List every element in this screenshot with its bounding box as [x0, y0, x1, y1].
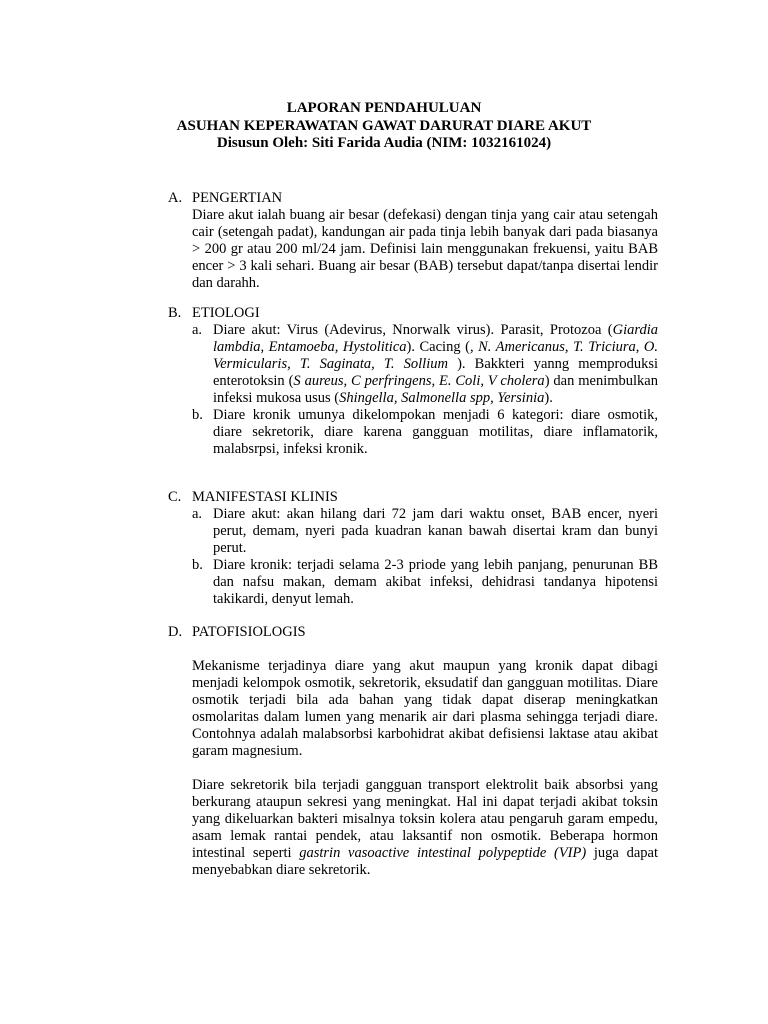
paragraph-italic-text: gastrin vasoactive intestinal polypeptide (VIP): [299, 845, 587, 861]
section-heading: [168, 624, 658, 641]
list-marker: a.: [192, 506, 203, 522]
section-letter: A.: [168, 190, 183, 206]
section-title: PENGERTIAN: [192, 190, 283, 206]
list-marker: a.: [192, 322, 203, 338]
list-marker: b.: [192, 407, 203, 423]
section-pengertian: [168, 190, 658, 292]
section-letter: D.: [168, 624, 183, 640]
report-title: LAPORAN PENDAHULUAN: [286, 100, 482, 116]
section-heading: [168, 190, 658, 207]
item-italic-text: Shingella, Salmonella spp, Yersinia: [339, 390, 545, 406]
report-subtitle: ASUHAN KEPERAWATAN GAWAT DARURAT DIARE AKUT: [176, 117, 592, 134]
item-text: Diare kronik: terjadi selama 2-3 priode yang lebih panjang, penurunan BB dan nafsu makan, demam akibat infeksi, dehidrasi tandanya hipotensi takikardi, denyut lemah.: [213, 557, 658, 607]
section-patofisiologis: [168, 624, 658, 879]
item-text: Diare kronik umunya dikelompokan menjadi 6 kategori: diare osmotik, diare sekretorik, diare karena gangguan motilitas, diare inflamatorik, malabsrpsi, infeksi kronik.: [213, 407, 658, 457]
document-header: [0, 100, 768, 153]
item-text: ). Bakkteri yanng memproduksi enterotoksin (: [213, 356, 659, 389]
section-title: MANIFESTASI KLINIS: [192, 489, 338, 505]
list-item: [192, 322, 658, 407]
item-italic-text: , N. Americanus, T. Triciura, O. Vermicularis, T. Saginata, T. Sollium: [213, 339, 659, 372]
list-marker: b.: [192, 557, 203, 573]
item-text: Diare akut: Virus (Adevirus, Nnorwalk virus). Parasit, Protozoa (: [213, 322, 613, 338]
author-line: Disusun Oleh: Siti Farida Audia (NIM: 1032161024): [216, 135, 552, 151]
item-text: Diare akut: akan hilang dari 72 jam dari waktu onset, BAB encer, nyeri perut, demam, nyeri pada kuadran kanan bawah disertai kram dan bunyi perut.: [213, 506, 658, 556]
section-heading: [168, 489, 658, 506]
section-etiologi: [168, 305, 658, 458]
paragraph: Mekanisme terjadinya diare yang akut maupun yang kronik dapat dibagi menjadi kelompok osmotik, sekretorik, eksudatif dan gangguan motilitas. Diare osmotik terjadi bila ada bahan yang tidak dapat diserap meningkatkan osmolaritas dalam lumen yang menarik air dari plasma sehingga terjadi diare. Contohnya adalah malabsorbsi karbohidrat akibat defisiensi laktase atau akibat garam magnesium.: [192, 658, 658, 759]
section-heading: [168, 305, 658, 322]
item-italic-text: Giardia lambdia, Entamoeba, Hystolitica: [213, 322, 658, 355]
list-item: [192, 557, 658, 608]
list-item: [192, 407, 658, 458]
list-item: [192, 506, 658, 557]
section-body: Diare akut ialah buang air besar (defekasi) dengan tinja yang cair atau setengah cair (setengah padat), kandungan air pada tinja lebih banyak dari pada biasanya > 200 gr atau 200 ml/24 jam. Definisi lain menggunakan frekuensi, yaitu BAB encer > 3 kali sehari. Buang air besar (BAB) tersebut dapat/tanpa disertai lendir dan darahh.: [192, 207, 658, 291]
item-italic-text: S aureus, C perfringens, E. Coli, V cholera: [293, 373, 545, 389]
section-title: PATOFISIOLOGIS: [192, 624, 306, 640]
paragraph-text: juga dapat menyebabkan diare sekretorik.: [192, 845, 658, 878]
section-title: ETIOLOGI: [192, 305, 260, 321]
section-letter: C.: [168, 489, 182, 505]
item-text: ) dan menimbulkan infeksi mukosa usus (: [213, 373, 658, 406]
section-manifestasi-klinis: [168, 489, 658, 608]
section-letter: B.: [168, 305, 182, 321]
paragraph-text: Diare sekretorik bila terjadi gangguan transport elektrolit baik absorbsi yang berkurang ataupun sekresi yang meningkat. Hal ini dapat terjadi akibat toksin yang dikeluarkan bakteri misalnya toksin kolera atau pengaruh garam empedu, asam lemak rantai pendek, atau laksantif non osmotik. Beberapa hormon intestinal seperti: [192, 777, 658, 861]
paragraph: [192, 777, 658, 879]
item-text: ). Cacing (: [406, 339, 470, 355]
item-text: ).: [544, 390, 553, 406]
